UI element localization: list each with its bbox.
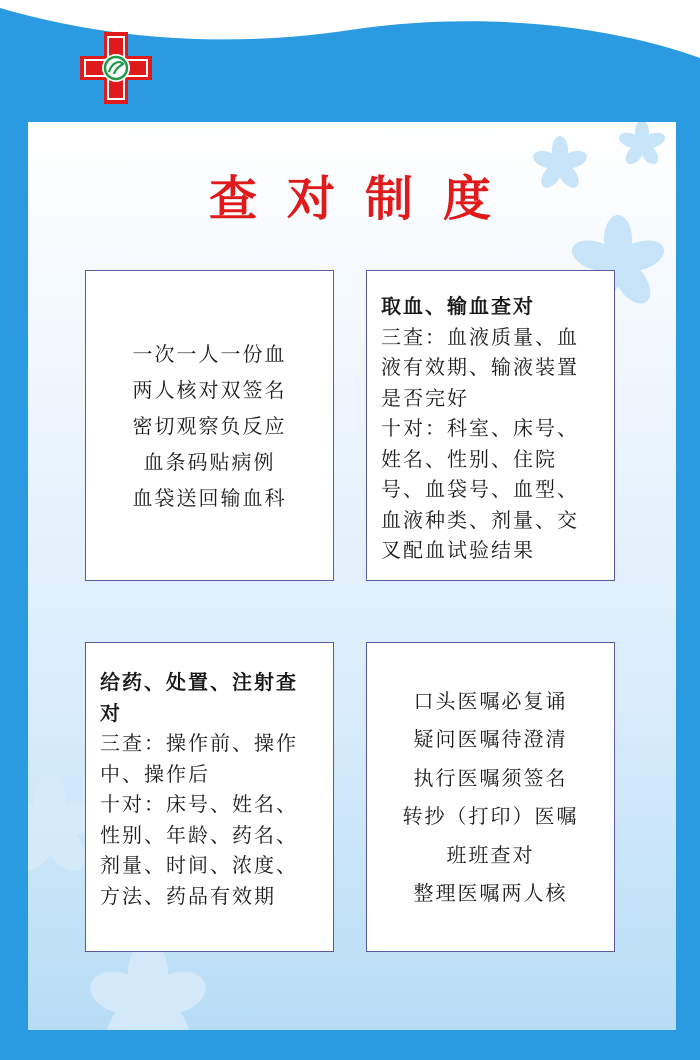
- card-blood-rules: [85, 270, 334, 581]
- card4-line: 班班查对: [446, 842, 535, 867]
- card3-line: 三查：操作前、操作: [100, 731, 298, 755]
- card2-line: 十对：科室、床号、: [381, 416, 579, 440]
- page-title: 查对制度: [208, 171, 521, 227]
- card1-line: 一次一人一份血: [132, 341, 287, 366]
- card2-line: 是否完好: [381, 385, 469, 410]
- card1-line: 两人核对双签名: [132, 377, 287, 402]
- card3-line: 性别、年龄、药名、: [100, 822, 298, 847]
- card-medication-check: [85, 642, 334, 952]
- card-orders-check: [366, 642, 615, 952]
- card4-line: 转抄（打印）医嘱: [402, 804, 579, 828]
- flower-decoration-bottom: [48, 942, 238, 1030]
- card4-line: 疑问医嘱待澄清: [413, 727, 568, 751]
- card2-heading: 取血、输血查对: [381, 294, 535, 318]
- card1-line: 血袋送回输血科: [132, 485, 287, 510]
- card-blood-transfusion-check: [366, 270, 615, 581]
- hospital-cross-logo: [76, 28, 156, 108]
- card1-line: 密切观察负反应: [132, 413, 287, 438]
- card3-line: 十对：床号、姓名、: [100, 792, 298, 816]
- card3-heading: 对: [100, 700, 122, 725]
- card2-line: 叉配血试验结果: [381, 538, 535, 562]
- card2-line: 号、血袋号、血型、: [381, 477, 579, 501]
- card4-line: 口头医嘱必复诵: [413, 688, 568, 713]
- card2-line: 血液种类、剂量、交: [381, 507, 579, 532]
- card3-line: 剂量、时间、浓度、: [100, 853, 298, 877]
- card1-line: 血条码贴病例: [143, 449, 276, 474]
- card2-line: 姓名、性别、住院: [381, 446, 557, 471]
- card2-line: 液有效期、输液装置: [381, 355, 579, 379]
- card3-heading: 给药、处置、注射查: [100, 670, 298, 694]
- card3-line: 方法、药品有效期: [100, 883, 276, 908]
- card4-line: 执行医嘱须签名: [413, 765, 568, 790]
- card3-line: 中、操作后: [100, 761, 210, 786]
- card4-line: 整理医嘱两人核: [413, 881, 568, 905]
- card2-line: 三查：血液质量、血: [381, 324, 579, 349]
